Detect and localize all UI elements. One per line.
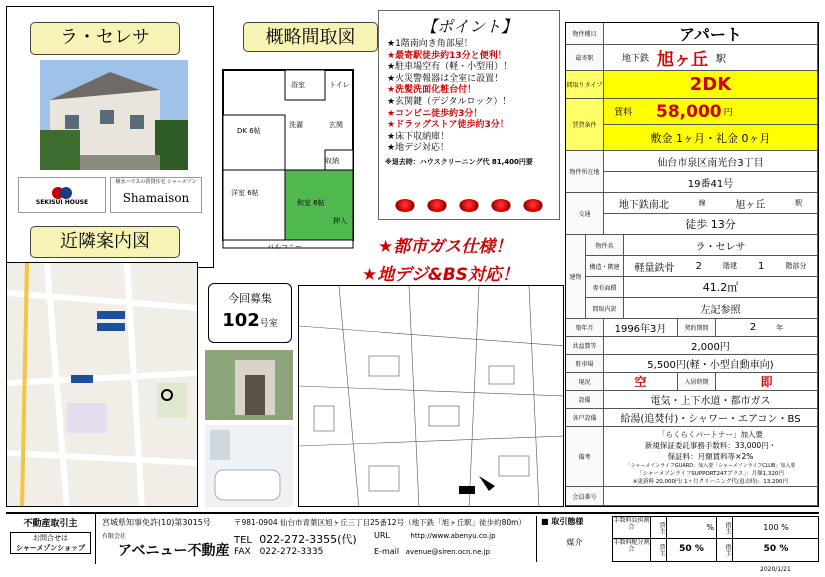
- shamaison-logo: [110, 177, 202, 213]
- station-cell: [604, 45, 818, 71]
- company-address: 〒981-0904 仙台市青葉区旭ヶ丘三丁目25番12号（地下鉄「旭ヶ丘駅」徒歩約80m）: [234, 518, 526, 527]
- building-name: ラ・セレサ: [624, 235, 818, 256]
- move-in-label: 入居時期: [678, 373, 716, 391]
- term-value: 2: [749, 322, 757, 333]
- footer-agent-block: [6, 514, 96, 564]
- recruit-box: [208, 283, 292, 343]
- tenant-fee: 100: [763, 523, 779, 532]
- tv-banner: ★地デジ&BS対応！: [362, 265, 519, 285]
- station-name: 旭ヶ丘: [657, 50, 709, 70]
- points-box: [378, 10, 560, 220]
- property-name: ラ・セレサ: [60, 27, 150, 48]
- deal-label-line: ■ 取引態様: [541, 517, 584, 526]
- member-number-label: 会員番号: [566, 487, 604, 506]
- move-in-value: 即: [716, 373, 818, 391]
- area-value: 41.2㎡: [624, 277, 818, 298]
- remark-line: 「シャーメゾンライフGUARD」加入要「シャーメゾンライフCLUB」加入要: [625, 462, 796, 469]
- common-fee: 2,000円: [604, 337, 818, 355]
- fax-number: 022-272-3335: [259, 547, 324, 557]
- neighborhood-tag: [30, 226, 180, 258]
- landlord-label: 貸主: [651, 517, 667, 539]
- point-item: ★ドラッグストア徒歩約3分！: [387, 120, 509, 131]
- point-item: ★駐車場空有（軽・小型用）！: [387, 62, 513, 73]
- shamaison-wordmark: Shamaison: [122, 191, 190, 205]
- remark-line: 「シャーメゾンライフSUPPORT247プラス」：月額1,320円: [637, 470, 784, 477]
- rent-cell: [604, 99, 818, 125]
- mail-link[interactable]: avenue@siren.ocn.ne.jp: [405, 548, 490, 556]
- rent-label: 賃料: [614, 108, 633, 118]
- point-item: ★地デジ対応！: [387, 143, 449, 154]
- point-item: ★最寄駅徒歩約13分と便利！: [387, 50, 507, 61]
- url-line: [374, 531, 496, 540]
- built-label: 築年月: [566, 319, 604, 337]
- percent-sign: %: [779, 544, 789, 554]
- remark-line: 新規保証委託事務手数料：33,000円・: [644, 440, 777, 450]
- recruit-label: 今回募集: [228, 292, 272, 305]
- remark-line: 「らくらくパートナー」加入要: [658, 429, 763, 439]
- floor-plan: [205, 60, 377, 255]
- area-map: [298, 285, 564, 507]
- traffic-line-cell: [604, 193, 818, 214]
- area-label: 専有面積: [586, 277, 624, 298]
- deal-block: [536, 516, 608, 562]
- bathroom-photo-drawing: [205, 425, 293, 507]
- station-label: 最寄駅: [566, 45, 604, 71]
- percent-sign: %: [694, 544, 704, 554]
- exterior-photo: [205, 350, 293, 420]
- building-photo-drawing: [40, 60, 188, 170]
- member-number: [604, 487, 818, 506]
- gas-banner: ★都市ガス仕様！: [378, 237, 513, 257]
- toilet-label: トイレ: [329, 81, 350, 89]
- property-name-tag: [30, 22, 180, 55]
- term-label: 契約期間: [678, 319, 716, 337]
- plan-breakdown-label: 間取内訳: [586, 298, 624, 319]
- station-line: 地下鉄: [622, 54, 650, 64]
- structure-value: 軽量鉄骨: [634, 262, 675, 274]
- parking-fee: 5,500円(軽・小型自動車向): [604, 355, 818, 373]
- parking-label: 駐車場: [566, 355, 604, 373]
- tenant-fee-cell: [733, 517, 819, 539]
- percent-sign: %: [781, 523, 789, 532]
- japanese-room-label: 和室 6帖: [297, 199, 325, 207]
- area-map-drawing: [299, 286, 564, 507]
- utilities-label: 設備: [566, 391, 604, 409]
- traffic-station: 旭ヶ丘: [735, 199, 766, 211]
- tel-number: 022-272-3355(代): [259, 533, 357, 546]
- term-cell: [716, 319, 818, 337]
- tenant-label: 借主: [717, 539, 733, 561]
- floors-word: 階建: [722, 262, 737, 270]
- decor-dot: [395, 199, 415, 212]
- address-line1: 仙台市泉区南光台3丁目: [604, 151, 818, 172]
- layout-type: 2DK: [604, 71, 818, 99]
- point-item: ★玄関鍵（デジタルロック）！: [387, 96, 512, 107]
- fee-table: [612, 516, 819, 562]
- exterior-photo-drawing: [205, 350, 293, 420]
- point-item: ★床下収納庫！: [387, 131, 450, 142]
- status-label: 現況: [566, 373, 604, 391]
- url-link[interactable]: http://www.abenyu.co.jp: [410, 532, 496, 540]
- decor-dot: [491, 199, 511, 212]
- entrance-label: 玄関: [329, 121, 343, 129]
- bathroom-photo: [205, 425, 293, 507]
- built-value: 1996年3月: [604, 319, 678, 337]
- fax-line: [234, 547, 323, 557]
- landlord-split-cell: [667, 539, 717, 561]
- walk-time: 徒歩 13分: [604, 214, 818, 235]
- traffic-station-suffix: 駅: [795, 199, 803, 207]
- structure-label: 構造・階建: [586, 256, 624, 277]
- equipment-label: 各戸設備: [566, 409, 604, 427]
- rent-value: 58,000: [656, 101, 722, 122]
- landlord-label: 貸主: [651, 539, 667, 561]
- cleaning-fee-note: ※退去時：ハウスクリーニング代 81,400円要: [385, 157, 533, 166]
- point-item: ★洗髪洗面化粧台付！: [387, 85, 477, 96]
- floor-at-word: 階部分: [785, 262, 807, 270]
- mail-label: E-mail: [374, 547, 400, 556]
- floor-plan-tag: [243, 22, 378, 52]
- building-photo: [40, 60, 188, 170]
- neighborhood-title: 近隣案内図: [60, 231, 150, 252]
- remark-line: ※更新料 20,000円/ 1ヶ月クリーニング代(退去時)：13,200円: [632, 478, 789, 485]
- neighborhood-map-drawing: [7, 263, 198, 507]
- property-type: アパート: [604, 23, 818, 45]
- license-number: 宮城県知事免許(10)第3015号: [102, 518, 211, 527]
- shamaison-caption: 積水ハウスの賃貸住宅 シャーメゾン: [115, 179, 197, 185]
- floor-plan-title: 概略間取図: [265, 27, 356, 48]
- building-name-label: 物件名: [586, 235, 624, 256]
- agent-label: 不動産取引主: [23, 519, 78, 529]
- tenant-split: 50: [763, 544, 777, 554]
- decor-dot: [427, 199, 447, 212]
- contact-prompt: お問合せは: [33, 534, 68, 542]
- sekisui-text: SEKISUI HOUSE: [35, 198, 89, 206]
- deal-type: 媒介: [566, 538, 583, 547]
- term-unit: 年: [776, 323, 784, 332]
- deal-label: 取引態様: [551, 517, 584, 526]
- recruit-room-suffix: 号室: [259, 319, 278, 329]
- tel-label: TEL: [234, 535, 252, 546]
- company-prefix: 有限会社: [102, 533, 127, 540]
- traffic-line-suffix: 線: [698, 199, 706, 207]
- fee-burden-label: 手数料負担割合: [613, 517, 651, 539]
- decor-dot: [523, 199, 543, 212]
- deposit-terms: 敷金 1ヶ月・礼金 0ヶ月: [604, 125, 818, 151]
- equipment-value: 給湯(追焚付)・シャワー・エアコン・BS: [604, 409, 818, 427]
- floors-value: 2: [695, 260, 702, 272]
- bath-label: 浴室: [291, 81, 305, 89]
- tenant-split-cell: [733, 539, 819, 561]
- status-value: 空: [604, 373, 678, 391]
- traffic-line: 地下鉄南北: [618, 199, 669, 211]
- points-title: 【ポイント】: [420, 17, 517, 36]
- structure-cell: [624, 256, 818, 277]
- tel-line: [234, 531, 357, 547]
- shop-name: シャーメゾンショップ: [16, 544, 85, 552]
- location-label: 物件所在地: [566, 151, 604, 193]
- fee-split-label: 手数料配分割合: [613, 539, 651, 561]
- station-suffix: 駅: [716, 54, 727, 65]
- sekisui-logo: [18, 177, 106, 213]
- remarks-label: 備考: [566, 427, 604, 487]
- recruit-room: 102: [222, 310, 260, 331]
- plan-breakdown: 左記参照: [624, 298, 818, 319]
- rent-unit: 円: [723, 108, 733, 118]
- print-date: 2020/1/21: [760, 566, 791, 573]
- storage-label: 収納: [325, 157, 339, 165]
- footer: [6, 512, 819, 564]
- fax-label: FAX: [234, 547, 251, 557]
- layout-label: 間取りタイプ: [566, 71, 604, 99]
- tenant-label: 借主: [717, 517, 733, 539]
- point-item: ★コンビニ徒歩約3分！: [387, 108, 483, 119]
- landlord-fee-cell: [667, 517, 717, 539]
- remark-line: 保証料：月額賃料等×2%: [667, 451, 754, 461]
- contact-box: [10, 532, 91, 554]
- floor-at-value: 1: [758, 260, 765, 272]
- building-label: 建物: [566, 235, 586, 319]
- closet-label: 押入: [333, 217, 347, 225]
- point-item: ★火災警報器は全室に設置！: [387, 73, 504, 84]
- company-name: アベニュー不動産: [118, 543, 230, 559]
- percent-sign: %: [706, 523, 714, 532]
- wash-label: 洗濯: [289, 121, 303, 129]
- traffic-label: 交通: [566, 193, 604, 235]
- landlord-split: 50: [679, 544, 692, 554]
- url-label: URL: [374, 531, 390, 540]
- type-label: 物件種目: [566, 23, 604, 45]
- mail-line: [374, 547, 490, 556]
- sekisui-mark-icon: [51, 185, 73, 199]
- balcony-label: バルコニー: [267, 243, 302, 251]
- neighborhood-map: [6, 262, 198, 507]
- western-room-label: 洋室 6帖: [231, 189, 259, 197]
- common-fee-label: 共益費等: [566, 337, 604, 355]
- point-item: ★1階南向き角部屋！: [387, 39, 473, 49]
- utilities-value: 電気・上下水道・都市ガス: [604, 391, 818, 409]
- dk-label: DK 6帖: [237, 127, 261, 135]
- decor-dot: [459, 199, 479, 212]
- conditions-label: 賃貸条件: [566, 99, 604, 151]
- remarks-cell: [604, 427, 818, 487]
- details-table: [565, 22, 819, 507]
- points-list: [387, 39, 559, 155]
- address-line2: 19番41号: [604, 172, 818, 193]
